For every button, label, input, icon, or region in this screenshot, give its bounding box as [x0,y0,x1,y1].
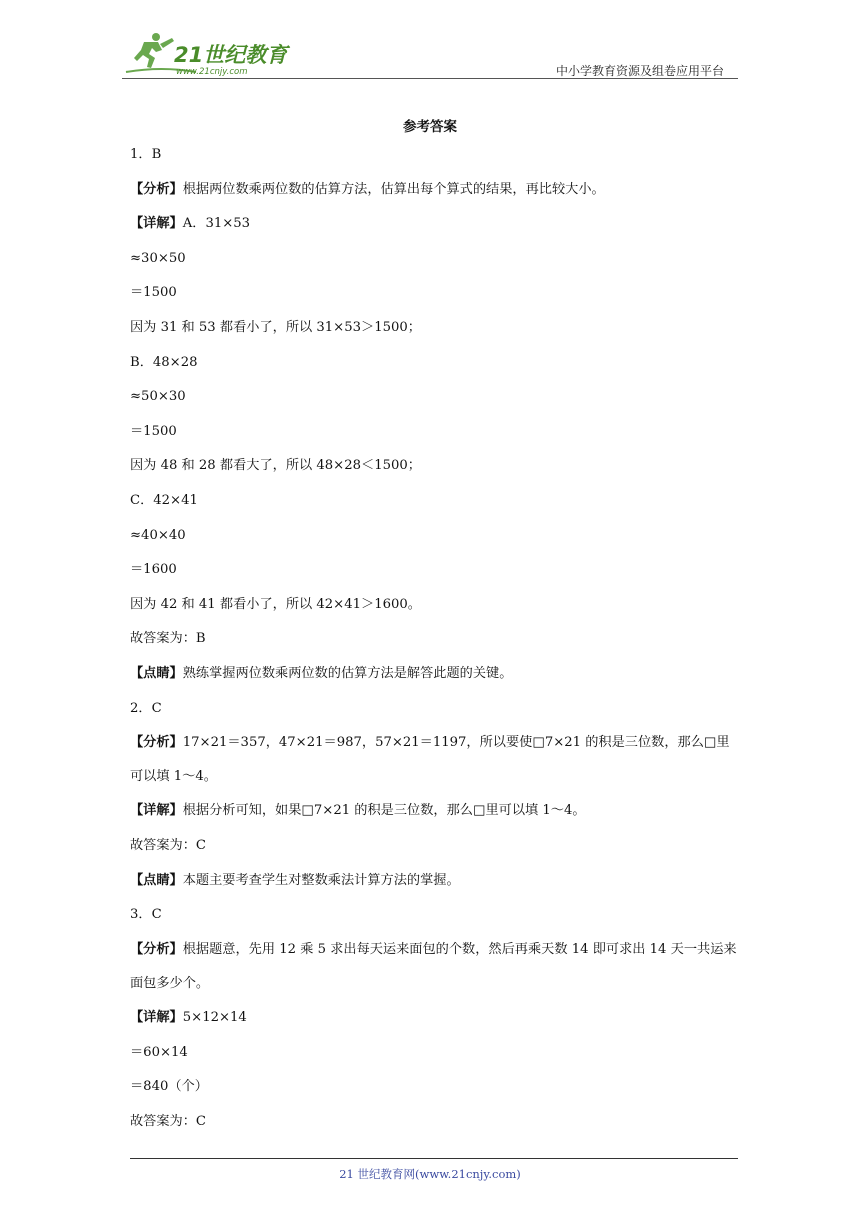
svg-text:www.21cnjy.com: www.21cnjy.com [176,67,248,77]
calc-line: B．48×28 [130,354,198,370]
reason-line: 因为 31 和 53 都看小了，所以 31×53＞1500； [130,319,421,335]
comment-tag: 【点睛】 [130,665,183,681]
detail-tag: 【详解】 [130,216,183,232]
comment-text: 熟练掌握两位数乘两位数的估算方法是解答此题的关键。 [182,665,513,681]
footer-divider [130,1158,738,1159]
q2-analysis [130,726,738,793]
analysis-tag: 【分析】 [130,735,183,751]
logo-21cnjy [122,28,292,78]
calc-line: ≈40×40 [130,527,186,543]
header-divider [122,78,738,79]
svg-text:21世纪教育: 21世纪教育 [174,43,288,67]
analysis-tag: 【分析】 [130,942,183,958]
detail-text: 5×12×14 [182,1010,247,1026]
reason-line: 因为 42 和 41 都看小了，所以 42×41＞1600。 [130,596,421,612]
calc-line: ＝840（个） [130,1079,208,1095]
detail-text: A．31×53 [182,216,251,232]
analysis-text: 根据两位数乘两位数的估算方法，估算出每个算式的结果，再比较大小。 [182,181,605,197]
analysis-tag: 【分析】 [130,181,183,197]
q3-detail [130,1008,738,1028]
calc-line: ≈30×50 [130,250,186,266]
analysis-text: 根据题意，先用 12 乘 5 求出每天运来面包的个数，然后再乘天数 14 即可求出 14 天一共运来面包多少个。 [130,942,737,991]
reason-line: 因为 48 和 28 都看大了，所以 48×28＜1500； [130,458,421,474]
calc-line: ＝1500 [130,285,177,301]
platform-name: 中小学教育资源及组卷应用平台 [555,64,724,78]
calc-line: C．42×41 [130,492,198,508]
q2-answer: 2．C [130,700,162,716]
comment-text: 本题主要考查学生对整数乘法计算方法的掌握。 [182,872,460,888]
calc-line: ＝60×14 [130,1044,188,1060]
footer-link[interactable]: 21 世纪教育网(www.21cnjy.com) [339,1167,521,1181]
q2-detail [130,801,738,821]
q1-analysis [130,180,738,200]
q3-answer: 3．C [130,907,162,923]
q3-analysis [130,933,738,1000]
q1-answer: 1．B [130,147,162,162]
detail-tag: 【详解】 [130,803,183,819]
page-header [122,28,738,80]
calc-line: ≈50×30 [130,389,186,405]
calc-line: ＝1500 [130,423,177,439]
detail-tag: 【详解】 [130,1010,183,1026]
q2-result: 故答案为：C [130,838,207,854]
q1-comment [130,664,738,684]
q1-result: 故答案为：B [130,631,206,647]
page-title: 参考答案 [403,119,457,135]
detail-text: 根据分析可知，如果□7×21 的积是三位数，那么□里可以填 1～4。 [182,803,586,819]
q1-detail [130,214,738,234]
q2-comment [130,871,738,891]
calc-line: ＝1600 [130,562,177,578]
answer-content [130,145,738,1147]
q3-result: 故答案为：C [130,1114,207,1130]
comment-tag: 【点睛】 [130,872,183,888]
analysis-text: 17×21＝357，47×21＝987，57×21＝1197，所以要使□7×21 的积是三位数，那么□里可以填 1～4。 [130,735,730,784]
